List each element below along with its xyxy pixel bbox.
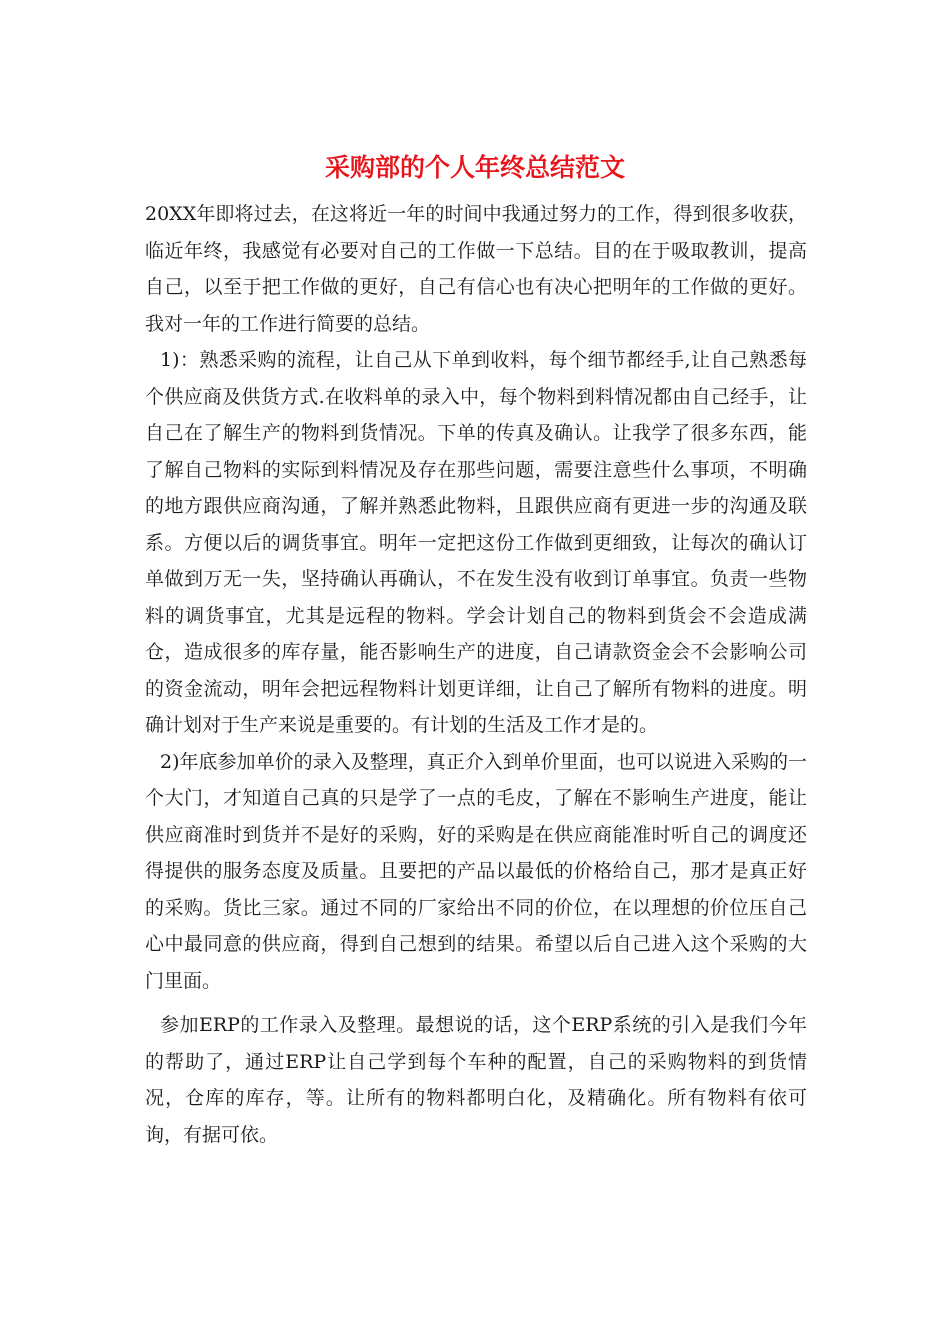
document-body <box>145 196 807 1153</box>
document-title: 采购部的个人年终总结范文 <box>324 153 625 182</box>
paragraph-intro: 20XX年即将过去，在这将近一年的时间中我通过努力的工作，得到很多收获，临近年终，我感觉有必要对自己的工作做一下总结。目的在于吸取教训，提高自己，以至于把工作做的更好，自己有信心也有决心把明年的工作做的更好。我对一年的工作进行简要的总结。 <box>145 203 807 335</box>
paragraph-item-2: 2)年底参加单价的录入及整理，真正介入到单价里面，也可以说进入采购的一个大门，才知道自己真的只是学了一点的毛皮，了解在不影响生产进度，能让供应商准时到货并不是好的采购，好的采购是在供应商能准时听自己的调度还得提供的服务态度及质量。且要把的产品以最低的价格给自己，那才是真正好的采购。货比三家。通过不同的厂家给出不同的价位，在以理想的价位压自己心中最同意的供应商，得到自己想到的结果。希望以后自己进入这个采购的大门里面。 <box>145 750 807 992</box>
paragraph-item-1: 1)：熟悉采购的流程，让自己从下单到收料，每个细节都经手,让自己熟悉每个供应商及供货方式.在收料单的录入中，每个物料到料情况都由自己经手，让自己在了解生产的物料到货情况。下单的传真及确认。让我学了很多东西，能了解自己物料的实际到料情况及存在那些问题，需要注意些什么事项，不明确的地方跟供应商沟通，了解并熟悉此物料，且跟供应商有更进一步的沟通及联系。方便以后的调货事宜。明年一定把这份工作做到更细致，让每次的确认订单做到万无一失，坚持确认再确认，不在发生没有收到订单事宜。负责一些物料的调货事宜，尤其是远程的物料。学会计划自己的物料到货会不会造成满仓，造成很多的库存量，能否影响生产的进度，自己请款资金会不会影响公司的资金流动，明年会把远程物料计划更详细，让自己了解所有物料的进度。明确计划对于生产来说是重要的。有计划的生活及工作才是的。 <box>145 349 807 736</box>
paragraph-erp: 参加ERP的工作录入及整理。最想说的话，这个ERP系统的引入是我们今年的帮助了，通过ERP让自己学到每个车种的配置，自己的采购物料的到货情况，仓库的库存，等。让所有的物料都明白化，及精确化。所有物料有依可询，有据可依。 <box>145 1014 807 1146</box>
